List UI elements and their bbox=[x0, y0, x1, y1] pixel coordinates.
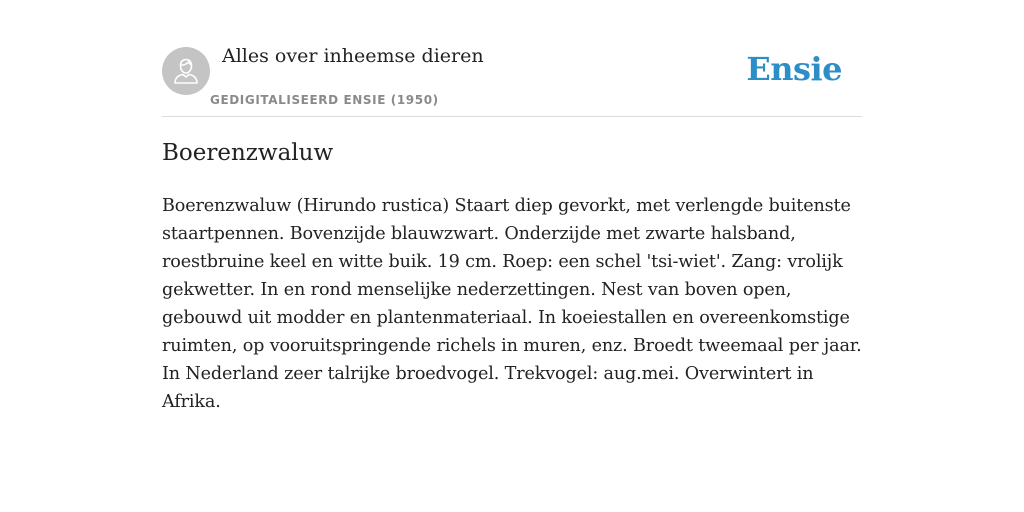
source-subtitle: GEDIGITALISEERD ENSIE (1950) bbox=[210, 93, 439, 107]
article-title: Boerenzwaluw bbox=[162, 140, 334, 166]
site-title-link[interactable]: Alles over inheemse dieren bbox=[222, 45, 484, 67]
ensie-logo[interactable]: Ensie bbox=[746, 50, 842, 88]
avatar[interactable] bbox=[162, 47, 210, 95]
article-body: Boerenzwaluw (Hirundo rustica) Staart diep gevorkt, met verlengde buitenste staartpennen. Bovenzijde blauwzwart. Onderzijde met zwarte halsband, roestbruine keel en witte buik. 19 cm. Roep: een schel 'tsi-wiet'. Zang: vrolijk gekwetter. In en rond menselijke nederzettingen. Nest van boven open, gebouwd uit modder en plantenmateriaal. In koeiestallen en overeenkomstige ruimten, op vooruitspringende richels in muren, enz. Broedt tweemaal per jaar. In Nederland zeer talrijke broedvogel. Trekvogel: aug.mei. Overwintert in Afrika. bbox=[162, 196, 862, 412]
user-silhouette-icon bbox=[171, 56, 201, 86]
page-header bbox=[162, 40, 862, 117]
